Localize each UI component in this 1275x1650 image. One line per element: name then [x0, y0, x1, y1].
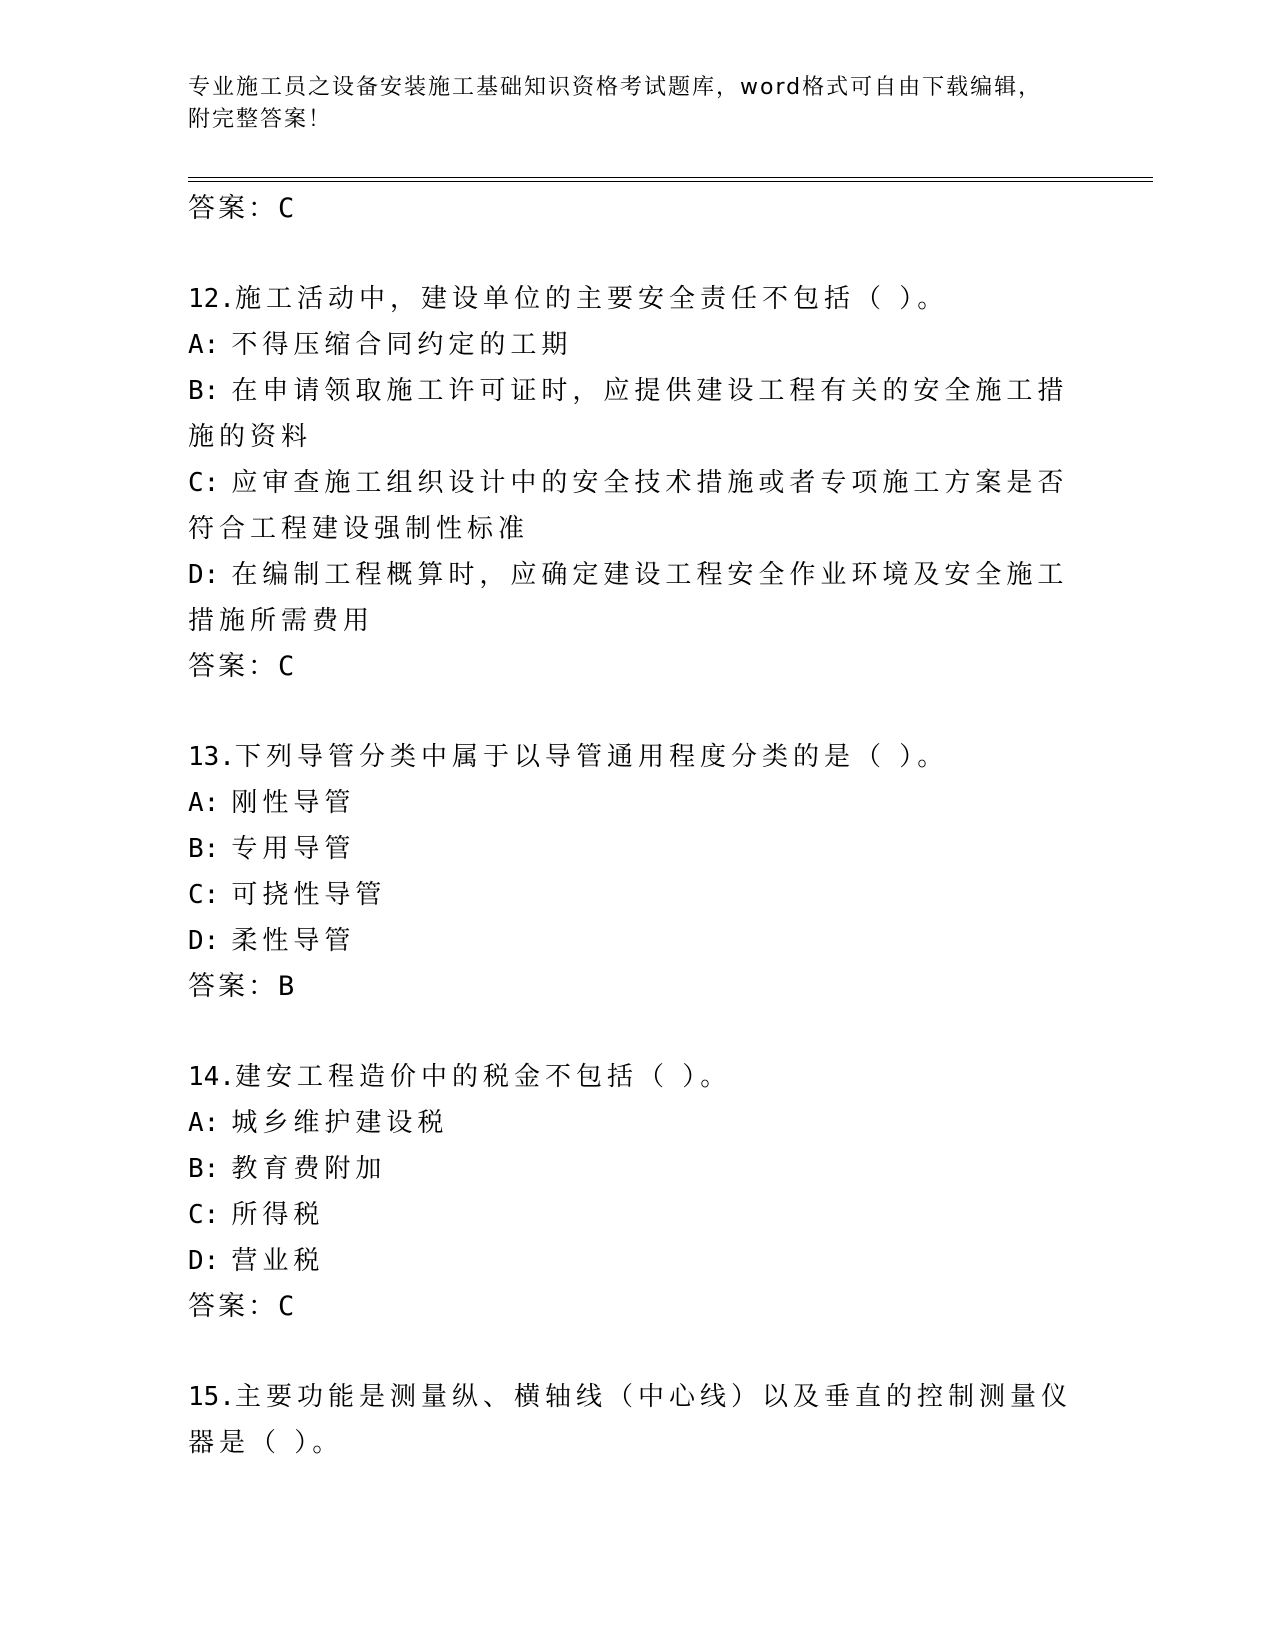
question-number: 15. — [188, 1382, 235, 1412]
answer-value: C — [278, 1291, 295, 1322]
question-stem — [188, 276, 1078, 322]
question-block-15 — [188, 1374, 1078, 1466]
question-block-13 — [188, 734, 1078, 1010]
question-text: 施工活动中，建设单位的主要安全责任不包括（ ）。 — [234, 284, 949, 314]
option-a — [188, 780, 1078, 826]
option-key: D: — [188, 926, 220, 956]
header-title-line-1: 专业施工员之设备安装施工基础知识资格考试题库，word格式可自由下载编辑， — [188, 75, 1043, 100]
answer-label: 答案： — [188, 193, 278, 224]
answer-line — [188, 644, 1078, 690]
option-text: 专用导管 — [231, 834, 356, 864]
question-stem — [188, 1374, 1078, 1466]
answer-line — [188, 1284, 1078, 1330]
option-text: 所得税 — [231, 1200, 325, 1230]
header-divider — [188, 177, 1153, 182]
question-text: 下列导管分类中属于以导管通用程度分类的是（ ）。 — [234, 742, 949, 772]
option-key: C: — [188, 1200, 220, 1230]
option-d — [188, 552, 1078, 644]
option-d — [188, 918, 1078, 964]
question-number: 13. — [188, 742, 235, 772]
question-text: 主要功能是测量纵、横轴线（中心线）以及垂直的控制测量仪器是（ ）。 — [188, 1382, 1072, 1458]
option-text: 营业税 — [231, 1246, 325, 1276]
answer-value: B — [278, 971, 295, 1002]
option-key: C: — [188, 880, 220, 910]
option-c — [188, 460, 1078, 552]
answer-value: C — [278, 193, 295, 224]
option-text: 刚性导管 — [231, 788, 356, 818]
option-key: D: — [188, 560, 220, 590]
option-text: 城乡维护建设税 — [231, 1108, 449, 1138]
option-key: A: — [188, 330, 220, 360]
answer-line — [188, 186, 1078, 232]
document-body — [188, 186, 1078, 1466]
option-text: 应审查施工组织设计中的安全技术措施或者专项施工方案是否符合工程建设强制性标准 — [188, 468, 1069, 544]
question-stem — [188, 734, 1078, 780]
option-key: B: — [188, 834, 220, 864]
option-a — [188, 1100, 1078, 1146]
option-key: A: — [188, 788, 220, 818]
option-a — [188, 322, 1078, 368]
option-text: 不得压缩合同约定的工期 — [231, 330, 573, 360]
option-key: B: — [188, 1154, 220, 1184]
option-key: B: — [188, 376, 220, 406]
option-text: 可挠性导管 — [231, 880, 387, 910]
question-text: 建安工程造价中的税金不包括（ ）。 — [234, 1062, 732, 1092]
option-text: 在申请领取施工许可证时，应提供建设工程有关的安全施工措施的资料 — [188, 376, 1069, 452]
option-key: A: — [188, 1108, 220, 1138]
option-text: 教育费附加 — [231, 1154, 387, 1184]
answer-label: 答案： — [188, 971, 278, 1002]
option-b — [188, 368, 1078, 460]
header-title-line-2: 附完整答案！ — [188, 107, 333, 132]
answer-line — [188, 964, 1078, 1010]
question-block-14 — [188, 1054, 1078, 1330]
answer-label: 答案： — [188, 1291, 278, 1322]
option-c — [188, 872, 1078, 918]
option-c — [188, 1192, 1078, 1238]
option-b — [188, 826, 1078, 872]
question-number: 12. — [188, 284, 235, 314]
option-b — [188, 1146, 1078, 1192]
question-stem — [188, 1054, 1078, 1100]
question-number: 14. — [188, 1062, 235, 1092]
answer-value: C — [278, 651, 295, 682]
option-key: C: — [188, 468, 220, 498]
option-text: 柔性导管 — [231, 926, 356, 956]
option-key: D: — [188, 1246, 220, 1276]
page-header — [188, 72, 1088, 136]
option-text: 在编制工程概算时，应确定建设工程安全作业环境及安全施工措施所需费用 — [188, 560, 1069, 636]
question-block-12 — [188, 276, 1078, 690]
answer-label: 答案： — [188, 651, 278, 682]
option-d — [188, 1238, 1078, 1284]
